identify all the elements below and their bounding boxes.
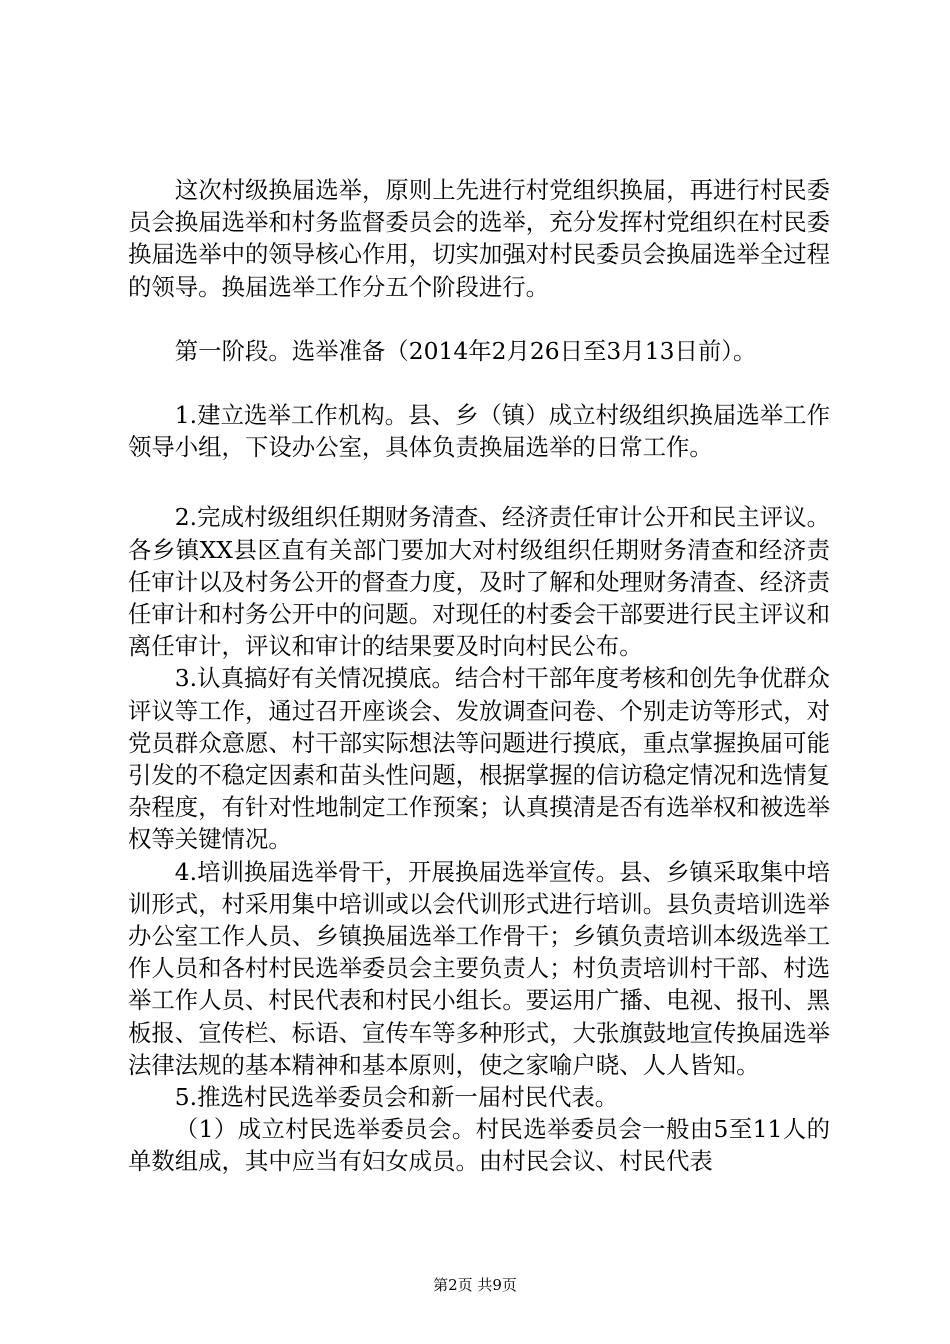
paragraph-spacer <box>128 303 830 335</box>
page-number: 第2页 共9页 <box>433 1276 517 1294</box>
paragraph-item-5-1: （1）成立村民选举委员会。村民选举委员会一般由5至11人的单数组成，其中应当有妇女成员。由村民会议、村民代表 <box>128 1115 830 1176</box>
paragraph-stage-one: 第一阶段。选举准备（2014年2月26日至3月13日前）。 <box>174 336 757 365</box>
document-body <box>128 174 830 1178</box>
paragraph-item-2: 2.完成村级组织任期财务清查、经济责任审计公开和民主评议。各乡镇XX县区直有关部门要加大对村级组织任期财务清查和经济责任审计以及村务公开的督查力度，及时了解和处理财务清查、经济责任审计和村务公开中的问题。对现任的村委会干部要进行民主评议和离任审计，评议和审计的结果要及时向村民公布。 <box>128 503 830 661</box>
paragraph-spacer <box>128 367 830 399</box>
paragraph-item-4: 4.培训换届选举骨干，开展换届选举宣传。县、乡镇采取集中培训形式，村采用集中培训或以会代训形式进行培训。县负责培训选举办公室工作人员、乡镇换届选举工作骨干；乡镇负责培训本级选举工作人员和各村村民选举委员会主要负责人；村负责培训村干部、村选举工作人员、村民代表和村民小组长。要运用广播、电视、报刊、黑板报、宣传栏、标语、宣传车等多种形式，大张旗鼓地宣传换届选举法律法规的基本精神和基本原则，使之家喻户晓、人人皆知。 <box>128 857 830 1079</box>
paragraph-item-3: 3.认真搞好有关情况摸底。结合村干部年度考核和创先争优群众评议等工作，通过召开座谈会、发放调查问卷、个别走访等形式，对党员群众意愿、村干部实际想法等问题进行摸底，重点掌握换届可能引发的不稳定因素和苗头性问题，根据掌握的信访稳定情况和选情复杂程度，有针对性地制定工作预案；认真摸清是否有选举权和被选举权等关键情况。 <box>128 664 830 854</box>
paragraph-intro: 这次村级换届选举，原则上先进行村党组织换届，再进行村民委员会换届选举和村务监督委员会的选举，充分发挥村党组织在村民委换届选举中的领导核心作用，切实加强对村民委员会换届选举全过程的领导。换届选举工作分五个阶段进行。 <box>128 176 830 301</box>
paragraph-item-5: 5.推选村民选举委员会和新一届村民代表。 <box>174 1083 619 1112</box>
paragraph-item-1: 1.建立选举工作机构。县、乡（镇）成立村级组织换届选举工作领导小组，下设办公室，具体负责换届选举的日常工作。 <box>128 401 830 462</box>
paragraph-spacer <box>128 463 830 501</box>
